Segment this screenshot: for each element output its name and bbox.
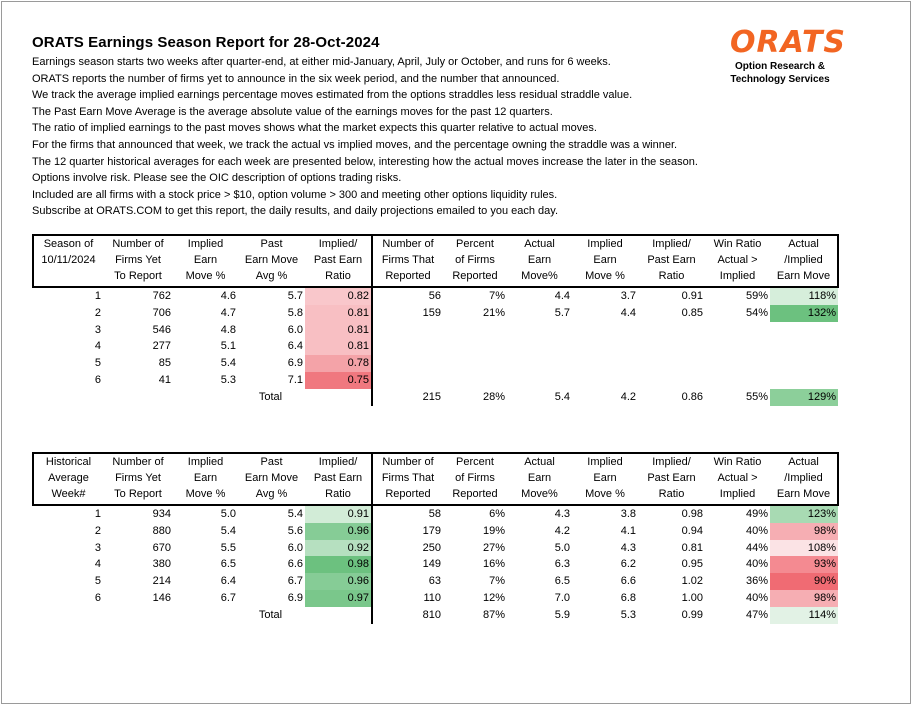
table-cell: 5.8 [287,306,303,319]
column-header-line: of Firms [455,254,495,266]
table-cell: 3 [94,541,101,554]
table-cell: 0.91 [305,505,372,523]
table-cell: 149 [422,558,441,571]
table-cell: 0.81 [305,305,372,322]
table-cell: 0.96 [305,523,372,540]
table-cell [372,355,443,372]
table-cell: 56 [428,290,441,302]
report-title: ORATS Earnings Season Report for 28-Oct-2024 [32,34,380,51]
table-cell: 5.3 [220,373,236,386]
column-header [173,453,238,505]
table-cell [33,389,103,406]
table-cell [572,372,638,389]
column-header-line: Move% [521,270,558,282]
intro-line: Subscribe at ORATS.COM to get this report, the daily results, and daily projections emailed to you each day. [32,205,559,218]
table-cell: 12% [482,591,505,604]
table-cell: 6.5 [220,558,236,571]
table-cell [572,322,638,339]
table-cell: 5.1 [220,340,236,353]
table-cell: 6.4 [220,575,236,588]
column-header-line: Firms That [381,472,435,484]
table-row [33,322,838,339]
column-header-line: Reported [452,488,498,500]
table-cell: 118% [770,287,838,305]
table-cell [372,338,443,355]
column-header [372,235,443,287]
column-header-line: Move % [185,270,226,282]
intro-text [32,54,698,220]
table-cell: 0.86 [681,390,703,403]
table-cell [33,607,103,624]
table-cell: 6.0 [287,323,303,336]
table-cell: 1.02 [681,575,703,588]
column-header-line: Earn [593,472,617,484]
column-header-line: Implied [719,488,756,500]
column-header-line: Move % [185,488,226,500]
table-cell: 123% [770,505,838,523]
table-cell [572,338,638,355]
column-header-line: Implied [719,270,756,282]
table-cell [507,322,572,339]
table-cell: 0.78 [305,355,372,372]
table-cell [770,322,838,339]
column-header [638,235,705,287]
table-cell: 3.8 [620,508,636,520]
intro-line: ORATS reports the number of firms yet to announce in the six week period, and the number that announced. [32,72,560,85]
table-cell: 762 [152,290,171,302]
column-header-line: Earn Move [776,270,831,282]
table-cell: 670 [152,541,171,554]
column-header-line: Actual [524,238,555,250]
column-header-line: Move % [585,488,625,500]
column-header-line: To Report [114,488,162,500]
table-cell: 6.5 [554,575,570,588]
column-header [572,453,638,505]
table-cell: 5.5 [220,541,236,554]
logo-tagline-2: Technology Services [730,74,830,85]
current-season-table [32,234,839,406]
table-cell [443,355,507,372]
table-header-row [33,453,838,505]
table-cell: 6.7 [287,575,303,588]
table-cell: 706 [152,306,171,319]
column-header-line: Earn [527,254,552,266]
table-cell: 41 [158,373,171,386]
total-row [33,389,838,406]
table-row [33,355,838,372]
column-header [770,235,838,287]
table-cell [638,355,705,372]
table-cell: 0.97 [305,590,372,607]
table-cell: 54% [745,306,768,319]
table-cell: 2 [94,306,101,319]
column-header-line: Move % [585,270,625,282]
table-cell: 129% [770,389,838,406]
table-row [33,573,838,590]
column-header-line: Earn Move [776,488,831,500]
table-cell: 6% [489,508,505,520]
intro-line: For the firms that announced that week, we track the actual vs implied moves, and the percentage owning the straddle was a winner. [32,138,678,151]
table-cell: 5 [94,357,101,370]
table-cell [770,338,838,355]
table-cell: 6.8 [620,591,636,604]
table-cell: 0.82 [305,287,372,305]
historical-average-table [32,452,839,624]
table-cell [443,338,507,355]
table-cell: 2 [94,524,101,537]
column-header [638,453,705,505]
column-header-line: Number of [112,456,164,468]
column-header-line: Season of [43,238,94,250]
table-cell: 6 [94,373,101,386]
table-row [33,305,838,322]
table-cell [572,355,638,372]
column-header [103,453,173,505]
table-cell: 934 [152,508,171,520]
intro-line: Earnings season starts two weeks after quarter-end, at either mid-January, April, July or October, and runs for 6 weeks. [32,56,611,68]
table-cell: 98% [770,590,838,607]
column-header-line: Number of [382,456,434,468]
table-cell: 0.92 [305,540,372,557]
table-cell: 28% [482,390,505,403]
table-cell: 85 [158,357,171,370]
column-header-line: Actual [524,456,555,468]
table-cell: 59% [745,290,768,302]
column-header-line: Earn [193,472,218,484]
table-cell [305,607,372,624]
table-cell [103,389,173,406]
table-cell: 1 [94,290,101,302]
table-cell: 44% [745,541,768,554]
column-header-line: Past Earn [647,254,696,266]
table-cell: 0.99 [681,608,703,621]
table-cell: 27% [482,541,505,554]
table-cell: 47% [745,608,768,621]
table-row [33,338,838,355]
table-cell: 6 [94,591,101,604]
table-cell: 1.00 [681,591,703,604]
table-row [33,523,838,540]
column-header-line: Implied/ [318,238,358,250]
table-cell: 6.0 [287,541,303,554]
column-header-line: Ratio [658,270,685,282]
column-header-line: Past [260,238,283,250]
table-cell: 0.81 [681,541,703,554]
column-header-line: Firms That [381,254,435,266]
column-header-line: Earn [527,472,552,484]
table-cell: 3.7 [620,290,636,302]
column-header-line: Avg % [255,488,288,500]
column-header [33,453,103,505]
table-cell: 4.1 [620,524,636,537]
table-cell: 179 [422,524,441,537]
table-cell: 7% [489,575,505,588]
table-cell: 5.7 [287,290,303,302]
table-cell: 215 [422,390,441,403]
table-cell: 63 [428,575,441,588]
column-header-line: Implied/ [652,238,691,250]
column-header-line: Win Ratio [713,238,762,250]
table-cell: 546 [152,323,171,336]
table-cell: 6.9 [287,591,303,604]
column-header-line: Implied [587,238,623,250]
table-row [33,590,838,607]
table-row [33,505,838,523]
table-cell: 0.85 [681,306,703,319]
table-cell: 277 [152,340,171,353]
table-cell: 110 [423,591,441,604]
table-cell: 90% [770,573,838,590]
column-header-line: Past Earn [313,254,363,266]
table-cell: 6.6 [287,558,303,571]
table-cell: 49% [745,508,768,520]
table-cell: 21% [482,306,505,319]
column-header-line: Implied [187,238,224,250]
table-cell: 3 [94,323,101,336]
logo-wordmark: ORATS [730,25,847,60]
column-header-line: Past [260,456,283,468]
column-header [443,235,507,287]
intro-line: The ratio of implied earnings to the past moves shows what the market expects this quarter relative to actual moves. [32,122,597,135]
table-cell: 40% [745,591,768,604]
table-cell: 5.4 [220,524,236,537]
table-cell: 4.7 [220,306,236,319]
column-header-line: Average [48,472,89,484]
column-header-line: Implied [187,456,224,468]
table-cell: 4.8 [220,323,236,336]
column-header-line: Actual > [717,254,758,266]
table-row [33,287,838,305]
column-header [705,453,770,505]
table-cell: 19% [482,524,505,537]
column-header-line: Earn Move [244,254,299,266]
table-cell: 4.3 [620,541,636,554]
column-header-line: Ratio [325,270,351,282]
column-header [103,235,173,287]
column-header-line: Historical [45,456,92,468]
table-cell: 0.98 [305,556,372,573]
column-header-line: Number of [382,238,434,250]
table-cell: 4.2 [620,390,636,403]
column-header-line: Actual > [717,472,758,484]
column-header [33,235,103,287]
column-header-line: /Implied [784,472,823,484]
column-header-line: Reported [385,270,431,282]
table-cell: 0.75 [305,372,372,389]
table-cell: 36% [745,575,768,588]
report-page [1,1,911,704]
table-cell [507,372,572,389]
column-header [173,235,238,287]
table-cell: 108% [770,540,838,557]
table-cell: 4 [94,558,101,571]
table-cell [638,338,705,355]
column-header-line: Number of [112,238,164,250]
table-cell: 880 [152,524,171,537]
table-cell [173,607,238,624]
column-header-line: Implied/ [318,456,358,468]
column-header [305,235,372,287]
column-header [305,453,372,505]
table-cell [305,389,372,406]
column-header [238,235,305,287]
intro-line: The Past Earn Move Average is the average absolute value of the earnings moves for the past 12 quarters. [32,105,553,118]
table-cell: 5.9 [554,608,570,621]
table-cell: 7% [489,290,505,302]
table-cell: 380 [152,558,171,571]
table-cell: 4.6 [220,290,236,302]
table-cell: 7.1 [287,373,303,386]
table-cell: 4 [94,340,101,353]
table-cell: Total [258,390,283,403]
intro-line: The 12 quarter historical averages for each week are presented below, interesting how the actual moves increase the later in the season. [32,155,698,168]
table-cell: 114% [770,607,838,624]
column-header [572,235,638,287]
table-cell [443,372,507,389]
table-cell: 6.2 [620,558,636,571]
column-header-line: Win Ratio [713,456,762,468]
column-header [770,453,838,505]
column-header-line: Actual [788,456,819,468]
column-header-line: Firms Yet [115,472,161,484]
table-cell: 6.6 [620,575,636,588]
table-cell: 250 [422,541,441,554]
table-header-row [33,235,838,287]
table-cell [507,355,572,372]
column-header-line: Past Earn [647,472,696,484]
column-header-line: Ratio [658,488,685,500]
intro-line: Options involve risk. Please see the OIC description of options trading risks. [32,172,402,185]
table-cell: 0.81 [305,338,372,355]
table-cell: 5.4 [220,357,236,370]
total-row [33,607,838,624]
table-cell: 5.3 [620,608,636,621]
table-cell [103,607,173,624]
table-cell: 6.9 [287,357,303,370]
table-cell: 0.98 [681,508,703,520]
column-header-line: Percent [456,238,494,250]
column-header-line: To Report [114,270,162,282]
table-cell: 0.81 [305,322,372,339]
column-header-line: Past Earn [313,472,363,484]
table-cell: Total [258,608,283,621]
table-cell: 6.7 [220,591,236,604]
table-row [33,556,838,573]
table-cell: 0.91 [681,290,703,302]
table-cell [705,338,770,355]
table-cell: 0.94 [681,524,703,537]
column-header-line: Actual [788,238,819,250]
orats-logo [730,25,847,86]
table-cell: 5.0 [554,541,570,554]
column-header [372,453,443,505]
table-cell: 810 [422,608,441,621]
table-cell: 16% [482,558,505,571]
table-cell [638,372,705,389]
logo-tagline-1: Option Research & [734,61,826,72]
column-header-line: Earn [593,254,617,266]
column-header [443,453,507,505]
column-header-line: Move% [521,488,558,500]
column-header-line: Earn [193,254,218,266]
table-cell [638,322,705,339]
table-cell: 4.2 [554,524,570,537]
table-cell [770,372,838,389]
table-cell [705,372,770,389]
column-header-line: Reported [385,488,431,500]
table-cell: 40% [745,524,768,537]
table-cell [173,389,238,406]
table-cell [770,355,838,372]
column-header [507,453,572,505]
column-header-line: /Implied [784,254,823,266]
table-cell: 4.4 [554,290,570,302]
table-cell: 146 [152,591,171,604]
column-header-line: of Firms [455,472,495,484]
table-cell [507,338,572,355]
table-cell: 4.3 [554,508,570,520]
column-header-line: Firms Yet [115,254,161,266]
column-header-line: Avg % [255,270,288,282]
intro-line: We track the average implied earnings percentage moves estimated from the options straddles less residual straddle value. [32,89,633,102]
table-row [33,372,838,389]
table-cell: 132% [770,305,838,322]
table-cell: 5.4 [287,508,303,520]
table-cell: 6.3 [554,558,570,571]
table-cell [372,322,443,339]
table-row [33,540,838,557]
intro-line: Included are all firms with a stock price > $10, option volume > 300 and meeting other options liquidity rules. [32,188,558,201]
column-header-line: Week# [51,488,86,500]
column-header-line: Ratio [325,488,351,500]
table-cell: 6.4 [287,340,303,353]
table-cell [705,322,770,339]
table-cell: 58 [428,508,441,520]
table-cell: 40% [745,558,768,571]
table-cell [705,355,770,372]
table-cell: 5 [94,575,101,588]
column-header-line: Earn Move [244,472,299,484]
table-cell [372,372,443,389]
column-header [238,453,305,505]
table-cell: 1 [94,508,101,520]
table-cell: 93% [770,556,838,573]
table-cell: 5.4 [554,390,570,403]
table-cell: 5.7 [554,306,570,319]
table-cell: 5.0 [220,508,236,520]
table-cell: 159 [422,306,441,319]
column-header-line: Implied [587,456,623,468]
column-header [705,235,770,287]
column-header [507,235,572,287]
column-header-line: 10/11/2024 [41,254,96,266]
column-header-line: Reported [452,270,498,282]
table-cell: 98% [770,523,838,540]
table-cell: 55% [745,390,768,403]
table-cell: 4.4 [620,306,636,319]
table-cell: 5.6 [287,524,303,537]
column-header-line: Percent [456,456,494,468]
table-cell: 0.96 [305,573,372,590]
table-cell [443,322,507,339]
table-cell: 87% [482,608,505,621]
table-cell: 0.95 [681,558,703,571]
column-header-line: Implied/ [652,456,691,468]
table-cell: 7.0 [554,591,570,604]
table-cell: 214 [152,575,171,588]
